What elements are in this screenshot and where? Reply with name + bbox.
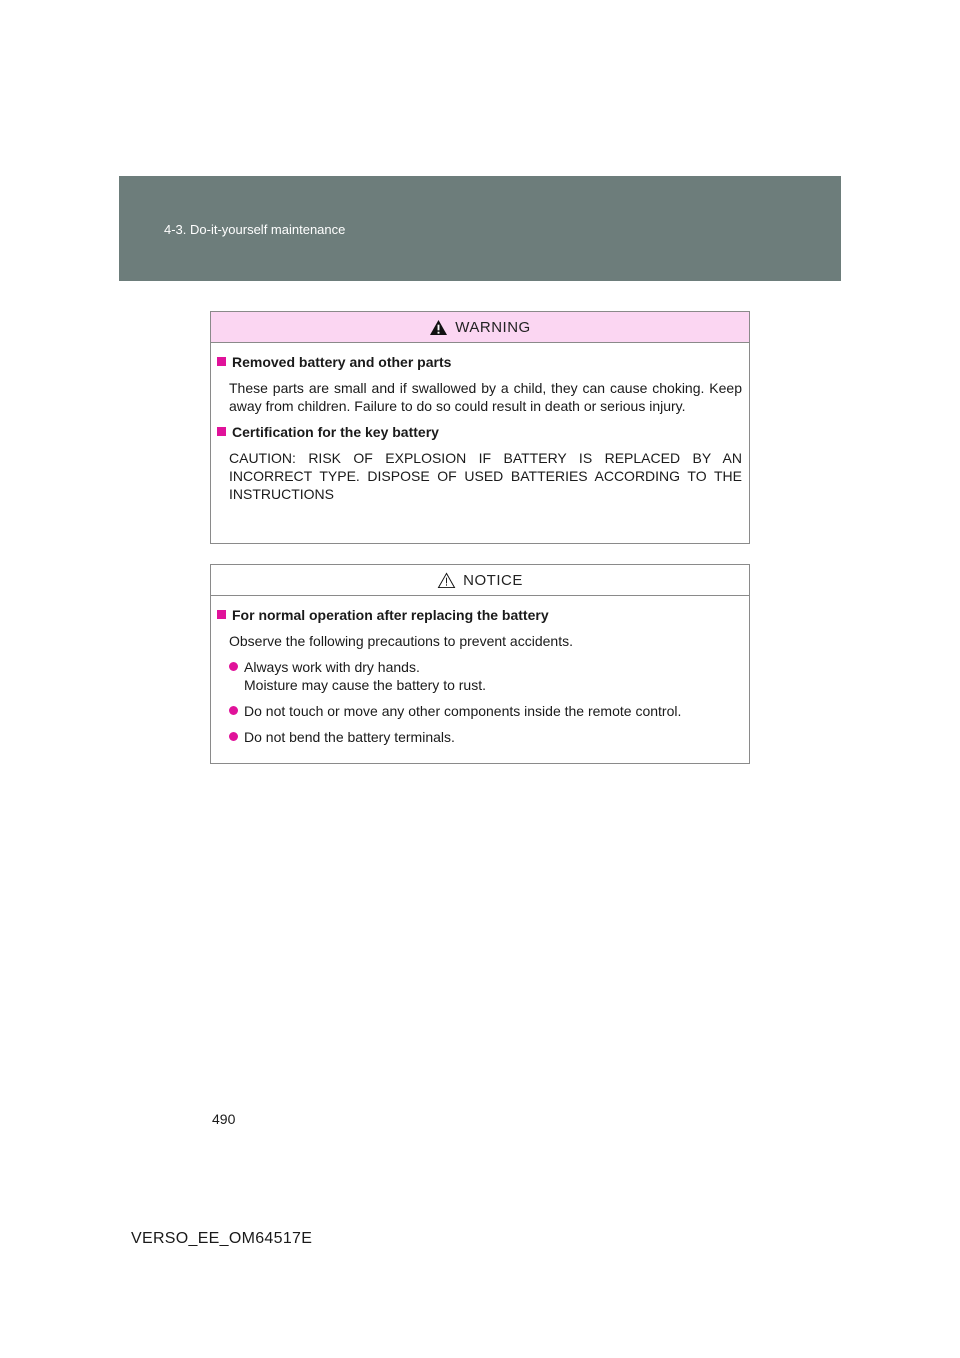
notice-box (210, 564, 750, 764)
round-bullet-icon (229, 706, 238, 715)
notice-bullet-subtext: Moisture may cause the battery to rust. (244, 677, 486, 693)
document-code: VERSO_EE_OM64517E (131, 1230, 313, 1247)
notice-label: NOTICE (463, 571, 523, 589)
section-title: 4-3. Do-it-yourself maintenance (164, 222, 346, 237)
square-bullet-icon (217, 357, 226, 366)
notice-bullet (217, 658, 742, 694)
warning-item-text: These parts are small and if swallowed by a child, they can cause choking. Keep away from children. Failure to do so could result in death or serious injury. (229, 380, 742, 414)
warning-item-title: Removed battery and other parts (217, 353, 742, 371)
warning-label: WARNING (455, 318, 531, 336)
round-bullet-icon (229, 662, 238, 671)
round-bullet-icon (229, 732, 238, 741)
warning-item-text: CAUTION: RISK OF EXPLOSION IF BATTERY IS REPLACED BY AN INCORRECT TYPE. DISPOSE OF USED BATTERIES ACCORDING TO THE INSTRUCTIONS (229, 450, 742, 502)
warning-item-title: Certification for the key battery (217, 423, 742, 441)
warning-header (211, 312, 749, 343)
notice-item-title: For normal operation after replacing the battery (217, 606, 742, 624)
notice-bullet-text: Do not touch or move any other components inside the remote control. (244, 703, 682, 719)
page-number: 490 (212, 1111, 236, 1127)
square-bullet-icon (217, 610, 226, 619)
square-bullet-icon (217, 427, 226, 436)
notice-bullet-text: Do not bend the battery terminals. (244, 729, 455, 745)
warning-box (210, 311, 750, 544)
warning-triangle-outline-icon (437, 572, 456, 589)
notice-bullet (217, 728, 742, 746)
warning-triangle-filled-icon (429, 319, 448, 336)
notice-header (211, 565, 749, 596)
notice-bullet (217, 702, 742, 720)
notice-bullet-text: Always work with dry hands. (244, 659, 420, 675)
notice-intro: Observe the following precautions to prevent accidents. (229, 633, 573, 649)
